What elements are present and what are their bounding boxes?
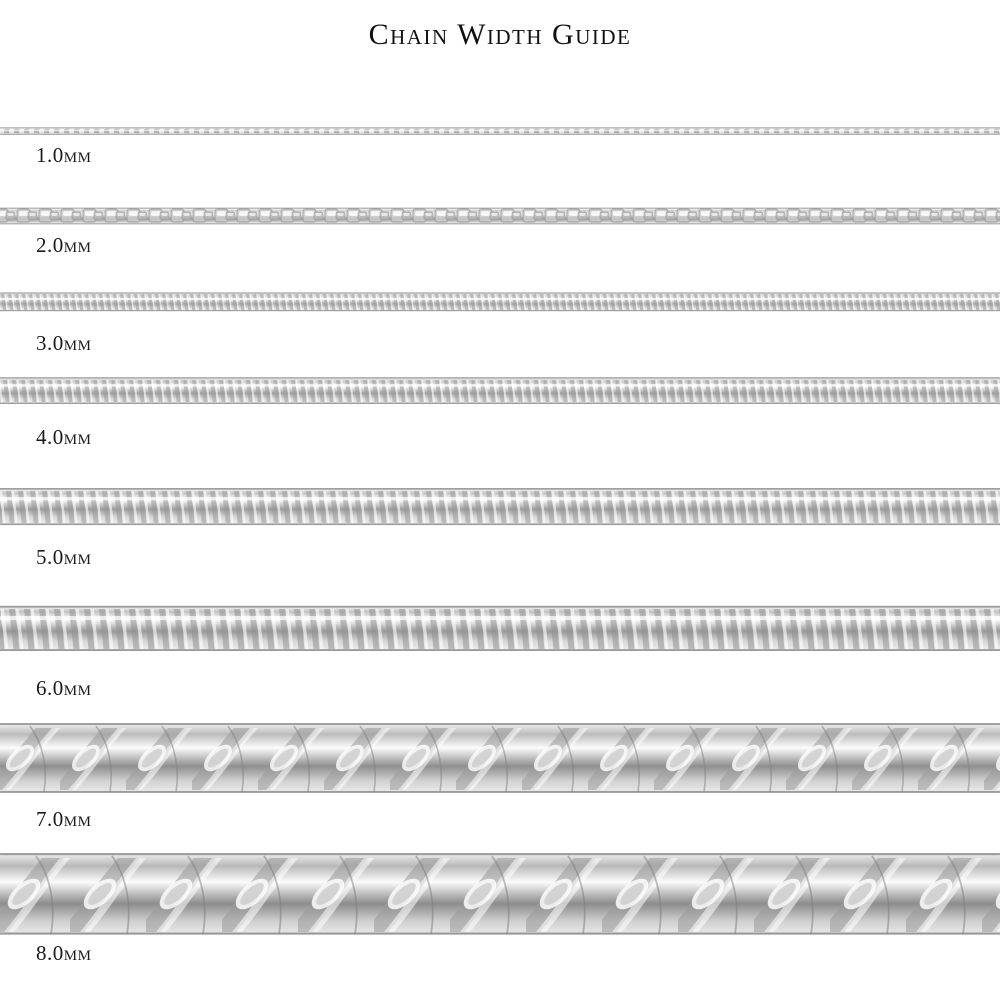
page-title: Chain Width Guide — [368, 18, 632, 51]
chain-label-8mm: 8.0mm — [36, 941, 92, 965]
chain-label-4mm: 4.0mm — [36, 425, 92, 449]
chain-label-3mm: 3.0mm — [36, 331, 92, 355]
chain-image-6mm — [0, 598, 1000, 660]
chain-image-1mm — [0, 124, 1000, 138]
chain-label-1mm: 1.0mm — [36, 143, 92, 167]
chain-label-7mm: 7.0mm — [36, 807, 92, 831]
chain-label-5mm: 5.0mm — [36, 545, 92, 569]
chain-label-2mm: 2.0mm — [36, 233, 92, 257]
chain-image-5mm — [0, 482, 1000, 532]
chain-label-6mm: 6.0mm — [36, 676, 92, 700]
chain-image-2mm — [0, 204, 1000, 230]
chain-image-8mm — [0, 848, 1000, 940]
chain-image-7mm — [0, 718, 1000, 798]
chain-image-4mm — [0, 372, 1000, 410]
chain-image-3mm — [0, 288, 1000, 316]
